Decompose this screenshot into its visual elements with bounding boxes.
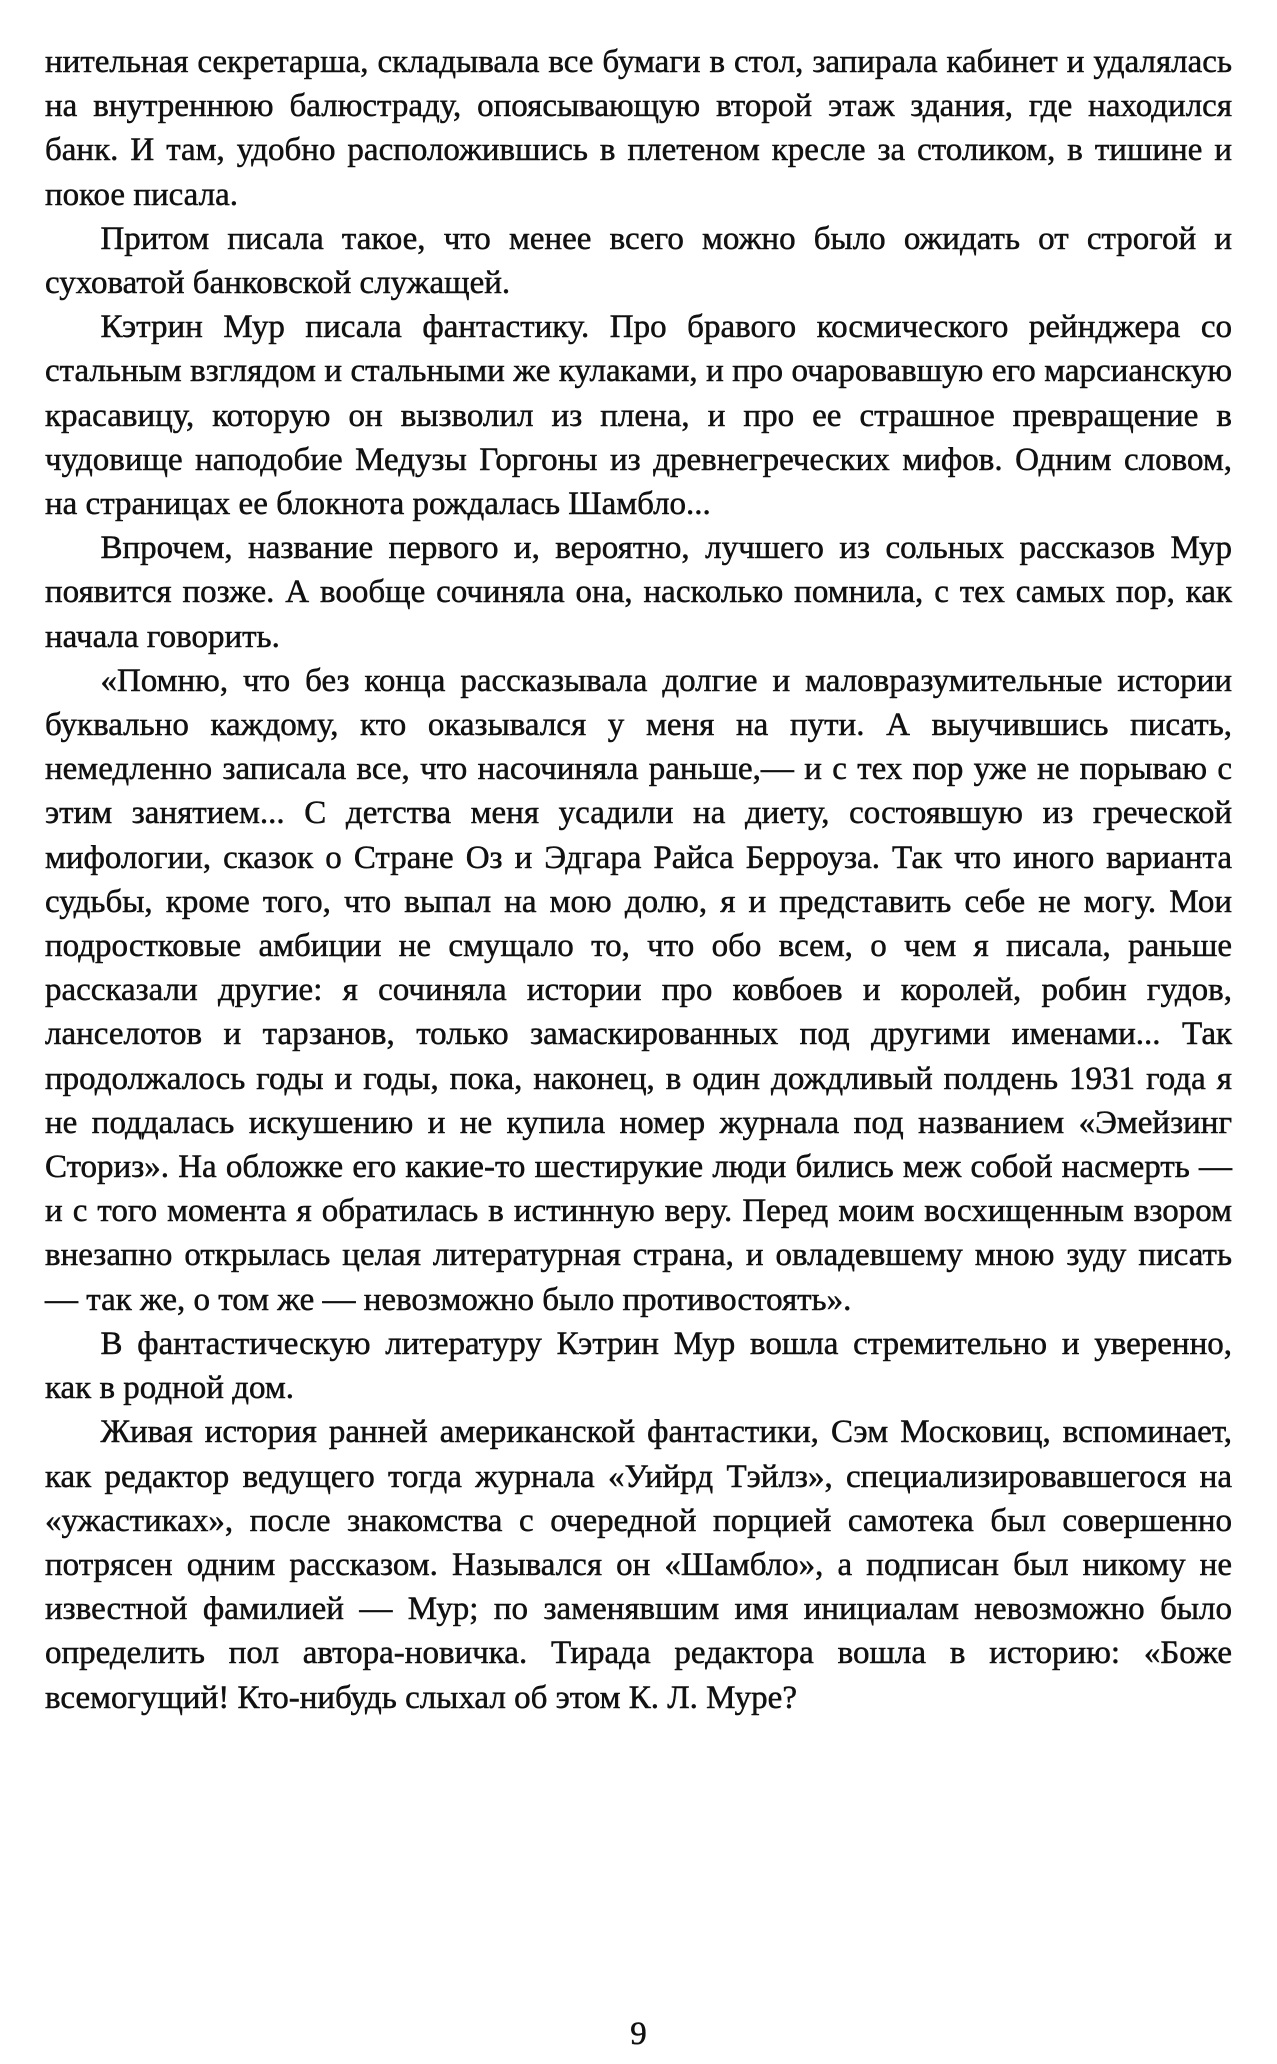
paragraph: Живая история ранней американской фантастики, Сэм Московиц, вспоминает, как редактор ведущего тогда журнала «Уийрд Тэйлз», специализировавшегося на «ужастиках», после знакомства с очередной порцией самотека был совершенно потрясен одним рассказом. Назывался он «Шамбло», а подписан был никому не известной фамилией — Мур; по заменявшим имя инициалам невозможно было определить пол автора-новичка. Тирада редактора вошла в историю: «Боже всемогущий! Кто-нибудь слыхал об этом К. Л. Муре?: [45, 1414, 1232, 1716]
paragraph: Кэтрин Мур писала фантастику. Про бравого космического рейнджера со стальным взглядом и стальными же кулаками, и про очаровавшую его марсианскую красавицу, которую он вызволил из плена, и про ее страшное превращение в чудовище наподобие Медузы Горгоны из древнегреческих мифов. Одним словом, на страницах ее блокнота рождалась Шамбло...: [45, 309, 1232, 523]
paragraph: В фантастическую литературу Кэтрин Мур вошла стремительно и уверенно, как в родной дом.: [45, 1325, 1232, 1407]
paragraph: Притом писала такое, что менее всего можно было ожидать от строгой и суховатой банковской служащей.: [45, 220, 1232, 302]
document-page: [45, 40, 1232, 1980]
paragraph-quote: «Помню, что без конца рассказывала долгие и маловразумительные истории буквально каждому, кто оказывался у меня на пути. А выучившись писать, немедленно записала все, что насочиняла раньше,— и с тех пор уже не порываю с этим занятием... С детства меня усадили на диету, состоявшую из греческой мифологии, сказок о Стране Оз и Эдгара Райса Берроуза. Так что иного варианта судьбы, кроме того, что выпал на мою долю, я и представить себе не могу. Мои подростковые амбиции не смущало то, что обо всем, о чем я писала, раньше рассказали другие: я сочиняла истории про ковбоев и королей, робин гудов, ланселотов и тарзанов, только замаскированных под другими именами... Так продолжалось годы и годы, пока, наконец, в один дождливый полдень 1931 года я не поддалась искушению и не купила номер журнала под названием «Эмейзинг Сториз». На обложке его какие-то шестирукие люди бились меж собой насмерть — и с того момента я обратилась в истинную веру. Перед моим восхищенным взором внезапно открылась целая литературная страна, и овладевшему мною зуду писать — так же, о том же — невозможно было противостоять».: [45, 662, 1232, 1318]
paragraph: Впрочем, название первого и, вероятно, лучшего из сольных рассказов Мур появится позже. А вообще сочиняла она, насколько помнила, с тех самых пор, как начала говорить.: [45, 530, 1232, 655]
paragraph-continued: нительная секретарша, складывала все бумаги в стол, запирала кабинет и удалялась на внутреннюю балюстраду, опоясывающую второй этаж здания, где находился банк. И там, удобно расположившись в плетеном кресле за столиком, в тишине и покое писала.: [45, 44, 1232, 213]
page-number: 9: [630, 2016, 647, 2052]
